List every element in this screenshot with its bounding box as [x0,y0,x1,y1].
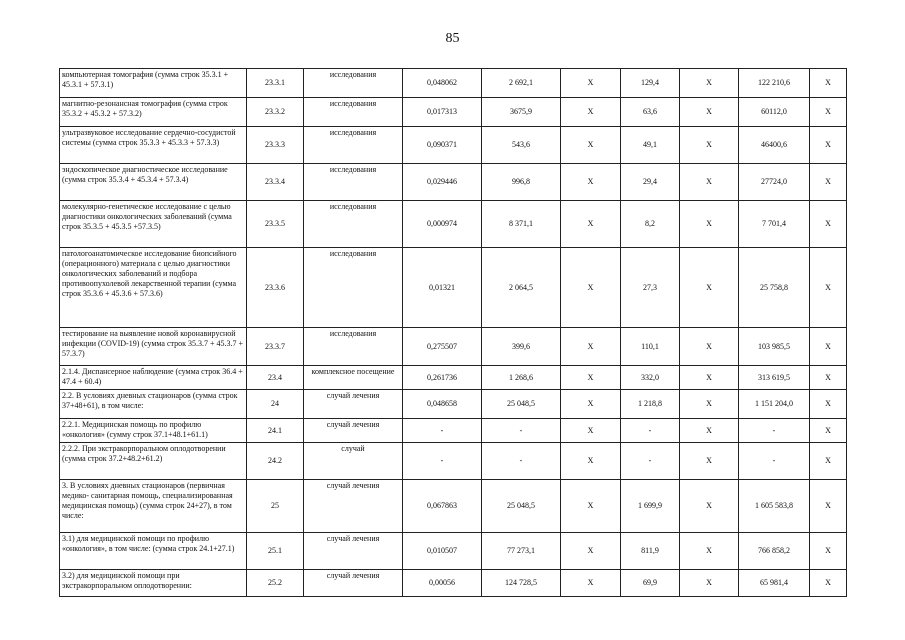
row-norm-value: 0,00056 [403,570,482,597]
row-code: 24 [247,390,304,419]
table-row [60,328,847,366]
row-col8: X [680,328,739,366]
row-code: 23.3.3 [247,127,304,164]
row-norm-value: 0,010507 [403,533,482,570]
table-row [60,69,847,98]
row-unit: исследования [304,164,403,201]
row-col10: X [810,419,847,443]
row-col9: - [739,443,810,480]
row-col8: X [680,390,739,419]
row-cost-value: 2 692,1 [482,69,561,98]
row-col7: - [621,443,680,480]
table-row [60,127,847,164]
row-description: патологоанатомическое исследование биопсийного (операционного) материала с целью диагностики онкологических заболеваний и подбора противоопухолевой лекарственной терапии (сумма строк 35.3.6 + 45.3.6 + 57.3.6) [60,248,247,328]
row-cost-value: 2 064,5 [482,248,561,328]
row-col10: X [810,570,847,597]
table-row [60,201,847,248]
row-cost-value: - [482,419,561,443]
row-col6: X [561,533,621,570]
row-description: компьютерная томография (сумма строк 35.3.1 + 45.3.1 + 57.3.1) [60,69,247,98]
row-cost-value: 543,6 [482,127,561,164]
row-unit: исследования [304,201,403,248]
table-row [60,419,847,443]
row-code: 23.3.7 [247,328,304,366]
row-norm-value: 0,017313 [403,98,482,127]
row-col8: X [680,443,739,480]
table-row [60,366,847,390]
row-col9: 103 985,5 [739,328,810,366]
row-col9: 65 981,4 [739,570,810,597]
row-col7: 110,1 [621,328,680,366]
row-code: 23.3.6 [247,248,304,328]
row-description: ультразвуковое исследование сердечно-сосудистой системы (сумма строк 35.3.3 + 45.3.3 + 57.3.3) [60,127,247,164]
table-row [60,480,847,533]
row-col8: X [680,480,739,533]
row-cost-value: 8 371,1 [482,201,561,248]
row-col10: X [810,248,847,328]
row-col6: X [561,164,621,201]
row-col6: X [561,443,621,480]
row-col9: 1 151 204,0 [739,390,810,419]
row-unit: случай лечения [304,480,403,533]
row-col10: X [810,443,847,480]
row-col9: 7 701,4 [739,201,810,248]
row-norm-value: 0,01321 [403,248,482,328]
row-unit: исследования [304,248,403,328]
row-description: эндоскопическое диагностическое исследование (сумма строк 35.3.4 + 45.3.4 + 57.3.4) [60,164,247,201]
row-col6: X [561,419,621,443]
row-code: 23.3.4 [247,164,304,201]
row-description: 3.2) для медицинской помощи при экстракорпоральном оплодотворении: [60,570,247,597]
table-row [60,248,847,328]
row-cost-value: 996,8 [482,164,561,201]
table-row [60,533,847,570]
row-cost-value: 3675,9 [482,98,561,127]
row-code: 23.3.2 [247,98,304,127]
row-col9: 766 858,2 [739,533,810,570]
row-col8: X [680,248,739,328]
row-cost-value: 124 728,5 [482,570,561,597]
table-row [60,164,847,201]
row-col7: 8,2 [621,201,680,248]
row-col8: X [680,533,739,570]
row-col9: 46400,6 [739,127,810,164]
row-col10: X [810,164,847,201]
row-col6: X [561,69,621,98]
row-norm-value: 0,029446 [403,164,482,201]
row-code: 23.4 [247,366,304,390]
row-norm-value: 0,067863 [403,480,482,533]
row-norm-value: 0,261736 [403,366,482,390]
row-col7: 1 218,8 [621,390,680,419]
row-col8: X [680,366,739,390]
row-col10: X [810,366,847,390]
row-col7: 63,6 [621,98,680,127]
row-unit: исследования [304,98,403,127]
row-col6: X [561,390,621,419]
row-col10: X [810,480,847,533]
row-cost-value: 77 273,1 [482,533,561,570]
row-code: 25 [247,480,304,533]
row-col6: X [561,248,621,328]
row-unit: исследования [304,69,403,98]
row-col6: X [561,328,621,366]
row-unit: случай лечения [304,533,403,570]
row-code: 24.1 [247,419,304,443]
row-code: 25.2 [247,570,304,597]
row-col7: - [621,419,680,443]
page-number: 85 [445,31,460,46]
row-col7: 1 699,9 [621,480,680,533]
row-description: 2.2.2. При экстракорпоральном оплодотворении (сумма строк 37.2+48.2+61.2) [60,443,247,480]
row-description: магнитно-резонансная томография (сумма строк 35.3.2 + 45.3.2 + 57.3.2) [60,98,247,127]
table-row [60,98,847,127]
row-col8: X [680,69,739,98]
table-row [60,443,847,480]
row-col8: X [680,164,739,201]
row-description: молекулярно-генетическое исследование с целью диагностики онкологических заболеваний (сумма строк 35.3.5 + 45.3.5 +57.3.5) [60,201,247,248]
row-col8: X [680,98,739,127]
row-code: 24.2 [247,443,304,480]
row-col9: 60112,0 [739,98,810,127]
row-norm-value: - [403,419,482,443]
row-col8: X [680,201,739,248]
row-cost-value: - [482,443,561,480]
row-norm-value: 0,090371 [403,127,482,164]
row-col9: 27724,0 [739,164,810,201]
row-unit: случай лечения [304,390,403,419]
row-description: 3.1) для медицинской помощи по профилю «онкология», в том числе: (сумма строк 24.1+27.1) [60,533,247,570]
row-col9: 313 619,5 [739,366,810,390]
row-norm-value: 0,275507 [403,328,482,366]
row-unit: случай лечения [304,419,403,443]
row-norm-value: 0,048062 [403,69,482,98]
row-col6: X [561,480,621,533]
row-col9: 122 210,6 [739,69,810,98]
row-code: 23.3.1 [247,69,304,98]
row-col10: X [810,390,847,419]
table-row [60,390,847,419]
table-row [60,570,847,597]
row-description: 2.2.1. Медицинская помощь по профилю «онкология» (сумму строк 37.1+48.1+61.1) [60,419,247,443]
row-col6: X [561,201,621,248]
row-unit: исследования [304,127,403,164]
row-col8: X [680,570,739,597]
row-cost-value: 25 048,5 [482,480,561,533]
row-unit: комплексное посещение [304,366,403,390]
row-col9: - [739,419,810,443]
row-col10: X [810,201,847,248]
row-col7: 811,9 [621,533,680,570]
row-description: тестирование на выявление новой коронавирусной инфекции (COVID-19) (сумма строк 35.3.7 + 45.3.7 + 57.3.7) [60,328,247,366]
row-norm-value: - [403,443,482,480]
row-col7: 49,1 [621,127,680,164]
row-col7: 29,4 [621,164,680,201]
row-description: 2.2. В условиях дневных стационаров (сумма строк 37+48+61), в том числе: [60,390,247,419]
row-col7: 69,9 [621,570,680,597]
row-col7: 129,4 [621,69,680,98]
row-norm-value: 0,000974 [403,201,482,248]
row-unit: случай [304,443,403,480]
row-col7: 332,0 [621,366,680,390]
row-unit: исследования [304,328,403,366]
row-norm-value: 0,048658 [403,390,482,419]
row-col10: X [810,98,847,127]
row-col9: 1 605 583,8 [739,480,810,533]
row-col6: X [561,366,621,390]
row-col10: X [810,69,847,98]
row-col6: X [561,98,621,127]
row-col10: X [810,127,847,164]
row-col7: 27,3 [621,248,680,328]
row-code: 23.3.5 [247,201,304,248]
row-cost-value: 1 268,6 [482,366,561,390]
row-col10: X [810,533,847,570]
row-code: 25.1 [247,533,304,570]
row-description: 2.1.4. Диспансерное наблюдение (сумма строк 36.4 + 47.4 + 60.4) [60,366,247,390]
row-cost-value: 399,6 [482,328,561,366]
row-description: 3. В условиях дневных стационаров (первичная медико- санитарная помощь, специализированная медицинская помощь) (сумма строк 24+27), в том числе: [60,480,247,533]
row-col8: X [680,419,739,443]
row-col6: X [561,570,621,597]
row-col6: X [561,127,621,164]
row-cost-value: 25 048,5 [482,390,561,419]
row-col10: X [810,328,847,366]
row-col8: X [680,127,739,164]
row-col9: 25 758,8 [739,248,810,328]
tariff-table [59,68,847,597]
row-unit: случай лечения [304,570,403,597]
